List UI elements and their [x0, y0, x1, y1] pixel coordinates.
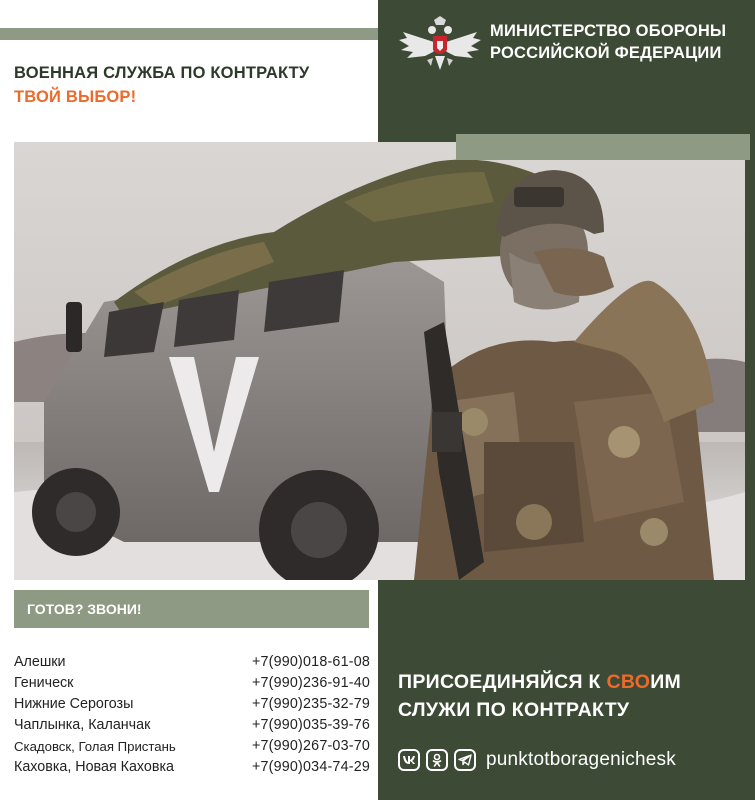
double-headed-eagle-icon: [397, 14, 483, 78]
contact-row: [14, 673, 370, 694]
call-banner: ГОТОВ? ЗВОНИ!: [14, 590, 369, 628]
join-line1-before: ПРИСОЕДИНЯЙСЯ К: [398, 671, 607, 693]
contact-row: [14, 757, 370, 778]
contact-phone[interactable]: +7(990)018-61-08: [251, 654, 370, 670]
soldier-photo: [14, 142, 745, 580]
vk-icon[interactable]: [398, 749, 420, 771]
join-line1-accent: СВО: [606, 671, 651, 693]
ministry-line2: РОССИЙСКОЙ ФЕДЕРАЦИИ: [490, 44, 722, 62]
contact-phone[interactable]: +7(990)267-03-70: [251, 738, 370, 754]
headline-line2: ТВОЙ ВЫБОР!: [14, 88, 137, 106]
join-line1: [398, 668, 748, 696]
contact-city: Нижние Серогозы: [14, 696, 134, 712]
contact-city: Алешки: [14, 654, 66, 670]
social-handle[interactable]: punktotboragenichesk: [486, 749, 676, 770]
join-line2: СЛУЖИ ПО КОНТРАКТУ: [398, 699, 630, 721]
contact-phone[interactable]: +7(990)235-32-79: [251, 696, 370, 712]
social-links: [398, 746, 676, 774]
headline-line1: ВОЕННАЯ СЛУЖБА ПО КОНТРАКТУ: [14, 64, 310, 82]
accent-stripe: [456, 134, 750, 160]
contact-city: Скадовск, Голая Пристань: [14, 739, 176, 754]
contact-phone[interactable]: +7(990)034-74-29: [251, 759, 370, 775]
contact-row: [14, 736, 370, 757]
odnoklassniki-icon[interactable]: [426, 749, 448, 771]
join-slogan: [398, 668, 748, 724]
contact-list: [14, 652, 370, 778]
contact-city: Каховка, Новая Каховка: [14, 759, 174, 775]
contact-row: [14, 694, 370, 715]
telegram-icon[interactable]: [454, 749, 476, 771]
contact-city: Геническ: [14, 675, 74, 691]
contact-phone[interactable]: +7(990)236-91-40: [251, 675, 370, 691]
top-stripe: [0, 28, 378, 40]
ministry-title: [490, 20, 750, 64]
join-line1-after: ИМ: [650, 671, 682, 693]
contact-city: Чаплынка, Каланчак: [14, 717, 151, 733]
contact-row: [14, 715, 370, 736]
contact-phone[interactable]: +7(990)035-39-76: [251, 717, 370, 733]
contact-row: [14, 652, 370, 673]
ministry-line1: МИНИСТЕРСТВО ОБОРОНЫ: [490, 22, 727, 40]
